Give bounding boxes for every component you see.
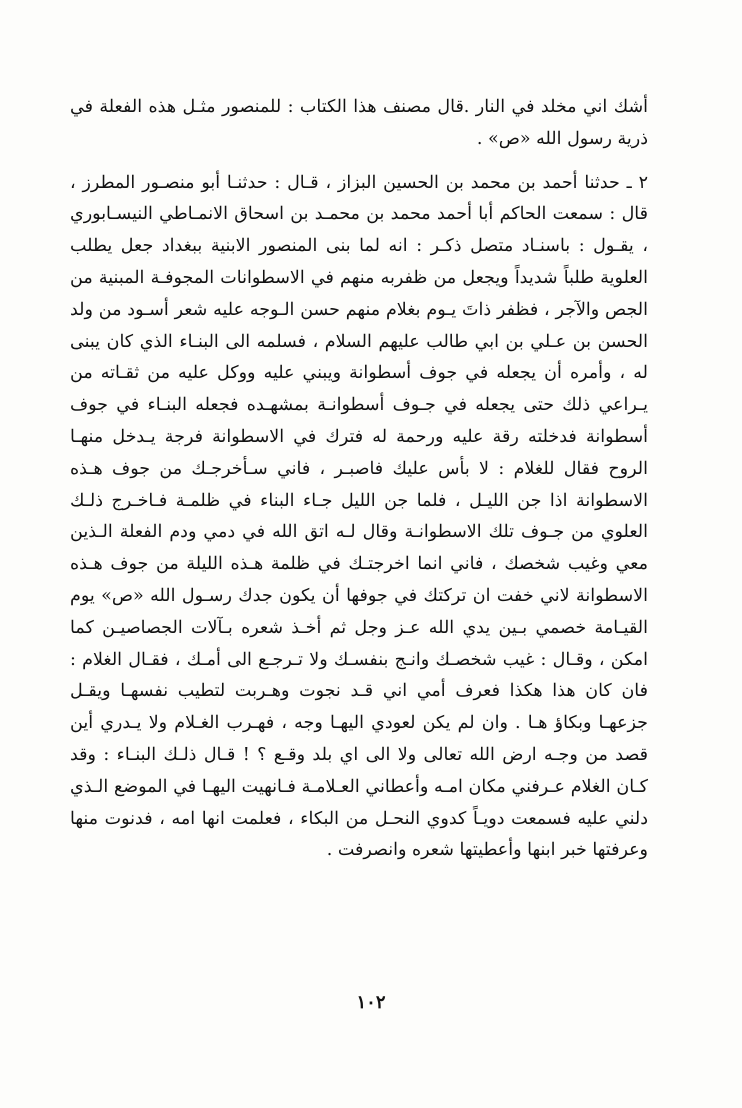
body-text xyxy=(70,92,648,867)
page-number: ١٠٢ xyxy=(356,992,386,1013)
paragraph-spacer xyxy=(70,156,648,168)
paragraph-narration-2: ٢ ـ حدثنا أحمد بن محمد بن الحسين البزاز ، قـال : حدثنـا أبو منصـور المطرز ، قال : سمعت الحاكم أبا أحمد محمد بن محمـد بن اسحاق الانمـاطي النيسـابوري ، يقـول : باسنـاد متصل ذكـر : انه لما بنى المنصور الابنية ببغداد جعل يطلب العلوية طلباً شديداً ويجعل من ظفربه منهم في الاسطوانات المجوفـة المبنية من الجص والآجر ، فظفر ذاتَ يـوم بغلام منهم حسن الـوجه عليه شعر أسـود من ولد الحسن بن عـلي بن ابي طالب عليهم السلام ، فسلمه الى البنـاء الذي كان يبنى له ، وأمره أن يجعله في جوف أسطوانة ويبني عليه ووكل عليه من ثقـاته من يـراعي ذلك حتى يجعله في جـوف أسطوانـة بمشهـده فجعله البنـاء في جوف أسطوانة فدخلته رقة عليه ورحمة له فترك في الاسطوانة فرجة يـدخل منهـا الروح فقال للغلام : لا بأس عليك فاصبـر ، فاني سـأخرجـك من جوف هـذه الاسطوانة اذا جن الليـل ، فلما جن الليل جـاء البناء في ظلمـة فـاخـرج ذلـك العلوي من جـوف تلك الاسطوانـة وقال لـه اتق الله في دمي ودم الفعلة الـذين معي وغيب شخصك ، فاني انما اخرجتـك في ظلمة هـذه الليلة من جوف هـذه الاسطوانة لاني خفت ان تركتك في جوفها أن يكون جدك رسـول الله «ص» يوم القيـامة خصمي بـين يدي الله عـز وجل ثم أخـذ شعره بـآلات الجصاصيـن كما امكن ، وقـال : غيب شخصـك وانـج بنفسـك ولا تـرجـع الى أمـك ، فقـال الغلام : فان كان هذا هكذا فعرف أمي اني قـد نجوت وهـربت لتطيب نفسهـا ويقـل جزعهـا وبكاؤ هـا . وان لم يكن لعودي اليهـا وجه ، فهـرب الغـلام ولا يـدري أين قصد من وجـه ارض الله تعالى ولا الى اي بلد وقـع ؟ ! قـال ذلـك البنـاء : وقد كـان الغلام عـرفني مكان امـه وأعطاني العـلامـة فـانهيت اليهـا في الموضع الـذي دلني عليه فسمعت دويـاً كدوي النحـل من البكاء ، فعلمت انها امه ، فدنوت منها وعرفتها خبر ابنها وأعطيتها شعره وانصرفت . xyxy=(70,172,648,861)
paragraph-intro: أشك اني مخلد في النار .قال مصنف هذا الكتاب : للمنصور مثـل هذه الفعلة في ذرية رسول الله «ص» . xyxy=(70,97,648,149)
